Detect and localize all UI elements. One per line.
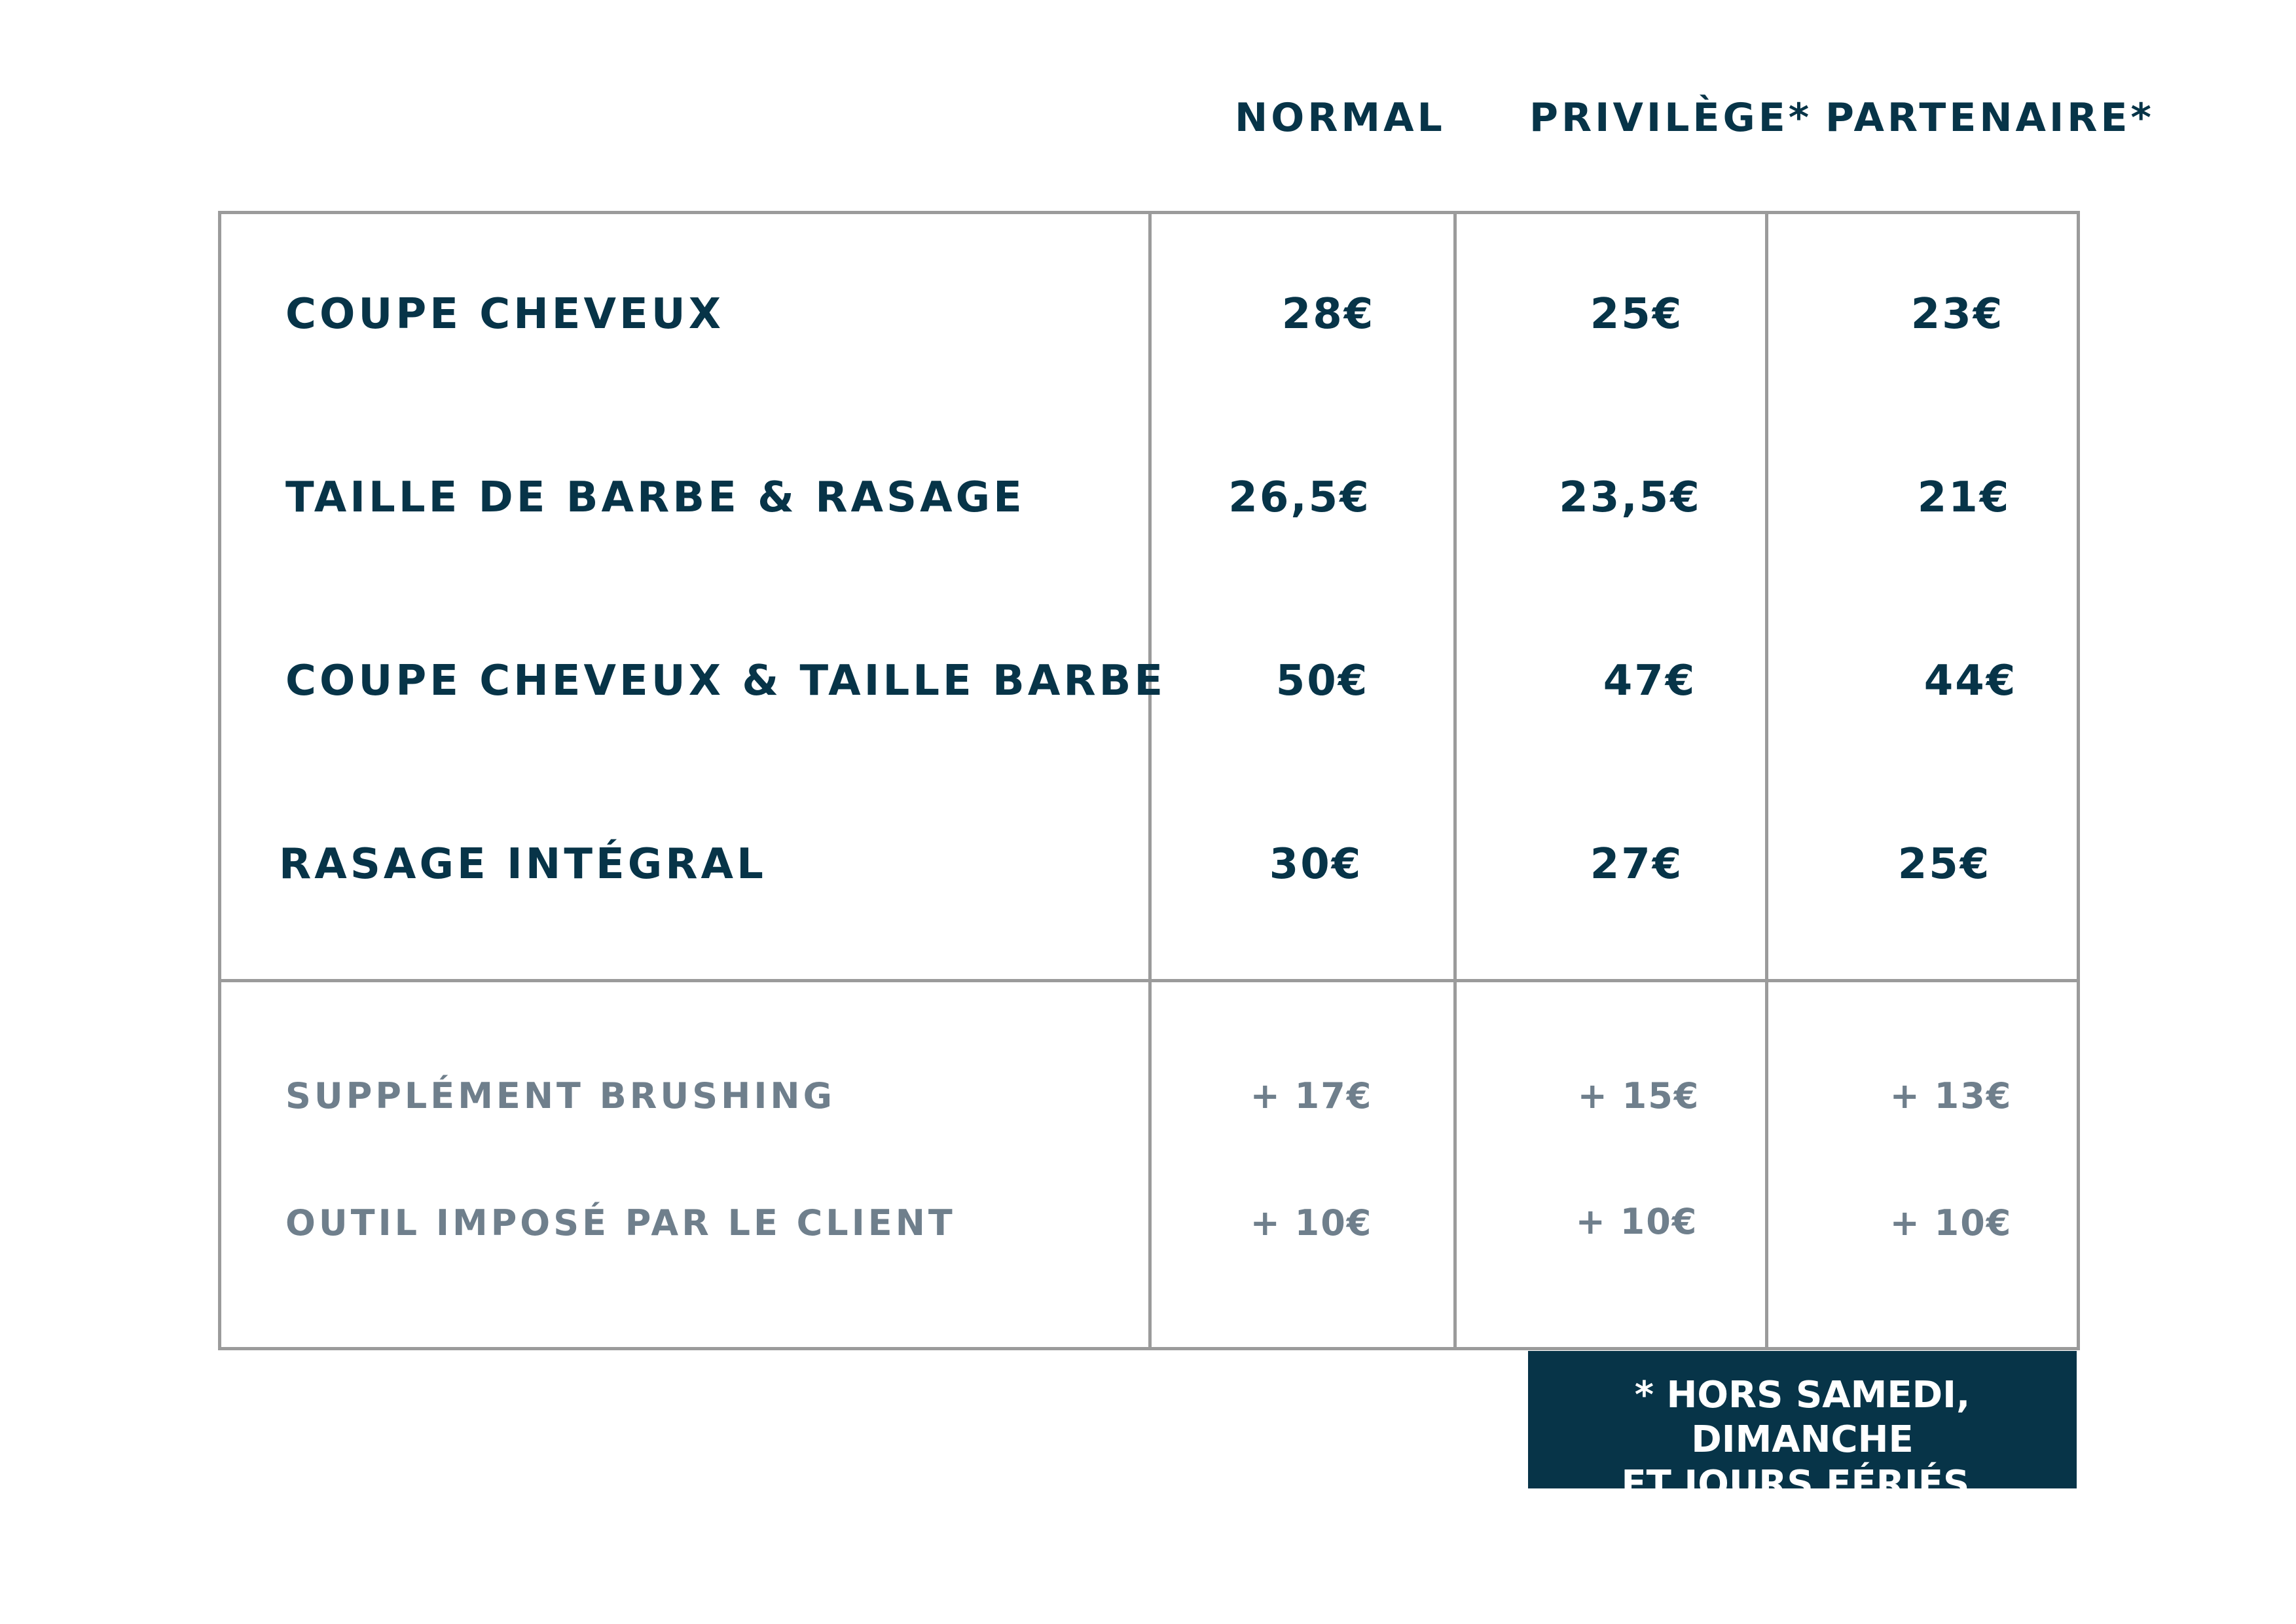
footnote-line: * HORS SAMEDI, DIMANCHE (1634, 1374, 1971, 1461)
price-normal: 50€ (1275, 657, 1370, 705)
table-right-border (2077, 211, 2080, 1350)
price-normal: 28€ (1281, 290, 1376, 339)
supplement-price-normal: + 17€ (1250, 1075, 1373, 1116)
column-header-privilege: PRIVILÈGE* (1529, 95, 1813, 141)
price-privilege: 27€ (1590, 840, 1684, 889)
price-privilege: 25€ (1590, 290, 1684, 339)
column-header-normal: NORMAL (1235, 95, 1446, 141)
price-normal: 26,5€ (1228, 473, 1371, 522)
service-label: COUPE CHEVEUX (285, 290, 725, 339)
supplement-label: OUTIL IMPOSÉ PAR LE CLIENT (285, 1202, 956, 1244)
service-label: TAILLE DE BARBE & RASAGE (285, 473, 1025, 522)
supplement-price-privilege: + 10€ (1575, 1201, 1698, 1242)
service-label: RASAGE INTÉGRAL (279, 840, 767, 889)
supplement-price-partenaire: + 10€ (1889, 1202, 2013, 1244)
table-column-divider (1453, 211, 1457, 1350)
supplement-label: SUPPLÉMENT BRUSHING (285, 1075, 835, 1116)
price-privilege: 23,5€ (1559, 473, 1702, 522)
price-normal: 30€ (1269, 840, 1363, 889)
supplement-price-partenaire: + 13€ (1889, 1075, 2013, 1116)
price-partenaire: 25€ (1897, 840, 1992, 889)
service-label: COUPE CHEVEUX & TAILLE BARBE (285, 657, 1167, 705)
footnote-line: ET JOURS FÉRIÉS. (1621, 1463, 1984, 1505)
price-partenaire: 23€ (1910, 290, 2005, 339)
footnote-box (1528, 1351, 2077, 1505)
table-column-divider (1765, 211, 1768, 1350)
supplement-price-normal: + 10€ (1250, 1202, 1373, 1244)
price-privilege: 47€ (1603, 657, 1697, 705)
table-column-divider (1148, 211, 1152, 1350)
table-left-border (218, 211, 221, 1350)
price-partenaire: 21€ (1917, 473, 2011, 522)
column-header-partenaire: PARTENAIRE* (1825, 95, 2155, 141)
supplement-price-privilege: + 15€ (1577, 1075, 1700, 1116)
price-partenaire: 44€ (1923, 657, 2018, 705)
